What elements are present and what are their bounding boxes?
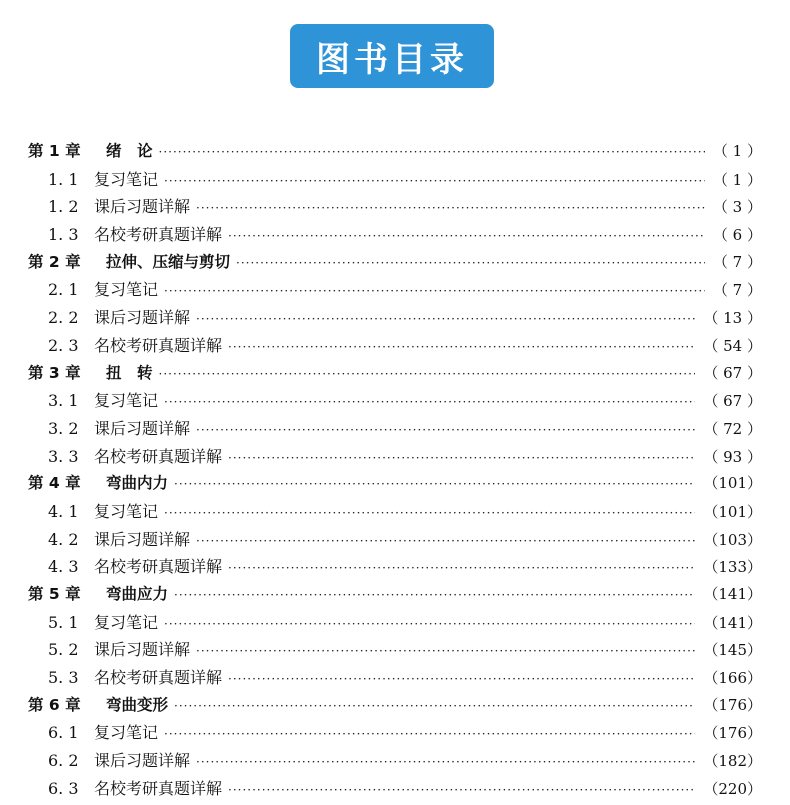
toc-section-row[interactable] (28, 443, 762, 471)
page-number: （ 6 ） (712, 226, 762, 245)
chapter-title: 扭 转 (106, 363, 153, 382)
page-number: （ 7 ） (712, 252, 762, 271)
toc-chapter-row[interactable] (28, 249, 762, 277)
toc-section-row[interactable] (28, 609, 762, 637)
page-number: （ 93 ） (703, 447, 762, 466)
toc-chapter-row[interactable] (28, 138, 762, 166)
section-number: 4. 1 (48, 501, 79, 521)
section-title: 名校考研真题详解 (94, 557, 223, 577)
dot-leader (196, 195, 705, 223)
dot-leader (196, 749, 695, 777)
toc-section-row[interactable] (28, 332, 762, 360)
toc-section-row[interactable] (28, 498, 762, 526)
dot-leader (174, 693, 695, 721)
chapter-number: 第 4 章 (28, 474, 81, 493)
dot-leader (159, 139, 705, 167)
page-number: （ 3 ） (712, 198, 762, 217)
page-number: （220） (703, 779, 762, 798)
dot-leader (228, 555, 695, 583)
page-number: （ 67 ） (703, 363, 762, 382)
section-title: 复习笔记 (94, 612, 159, 632)
chapter-title: 绪 论 (106, 142, 153, 160)
page-number: （176） (703, 695, 762, 714)
dot-leader (236, 250, 705, 278)
chapter-number: 第 6 章 (28, 695, 81, 714)
toc-section-row[interactable] (28, 304, 762, 332)
toc-section-row[interactable] (28, 526, 762, 554)
toc-section-row[interactable] (28, 193, 762, 221)
chapter-number: 第 5 章 (28, 585, 81, 603)
chapter-number: 第 3 章 (28, 363, 81, 382)
section-number: 6. 2 (48, 751, 79, 771)
dot-leader (228, 223, 705, 251)
toc-section-row[interactable] (28, 387, 762, 415)
page-number: （182） (703, 752, 762, 771)
section-number: 3. 1 (48, 391, 79, 411)
section-title: 课后习题详解 (94, 418, 191, 438)
toc-section-row[interactable] (28, 221, 762, 249)
section-title: 复习笔记 (94, 280, 159, 300)
section-title: 名校考研真题详解 (94, 778, 223, 798)
toc-chapter-row[interactable] (28, 581, 762, 609)
section-number: 4. 2 (48, 529, 79, 549)
dot-leader (164, 500, 695, 528)
section-number: 4. 3 (48, 557, 79, 577)
section-number: 2. 1 (48, 280, 79, 300)
dot-leader (164, 168, 705, 196)
table-of-contents (28, 138, 762, 803)
section-number: 1. 1 (48, 169, 79, 189)
page-number: （145） (703, 641, 762, 660)
page-number: （ 54 ） (703, 336, 762, 355)
toc-section-row[interactable] (28, 664, 762, 692)
section-title: 复习笔记 (94, 169, 159, 189)
page-number: （141） (703, 613, 762, 632)
section-number: 6. 3 (48, 778, 79, 798)
page-number: （101） (703, 474, 762, 493)
page-title: 图书目录 (316, 39, 468, 80)
dot-leader (164, 389, 695, 417)
dot-leader (164, 278, 705, 306)
page-number: （ 67 ） (703, 392, 762, 411)
toc-chapter-row[interactable] (28, 692, 762, 720)
toc-section-row[interactable] (28, 747, 762, 775)
page-number: （141） (703, 585, 762, 603)
section-number: 2. 3 (48, 335, 79, 355)
toc-section-row[interactable] (28, 276, 762, 304)
page-number: （103） (703, 530, 762, 549)
toc-section-row[interactable] (28, 636, 762, 664)
section-number: 1. 2 (48, 197, 79, 217)
page-number: （166） (703, 669, 762, 688)
section-title: 复习笔记 (94, 501, 159, 521)
section-number: 5. 3 (48, 668, 79, 688)
toc-chapter-row[interactable] (28, 360, 762, 388)
toc-section-row[interactable] (28, 166, 762, 194)
page-number: （ 13 ） (703, 309, 762, 328)
page-number: （ 72 ） (703, 419, 762, 438)
section-number: 5. 1 (48, 612, 79, 632)
section-title: 复习笔记 (94, 391, 159, 411)
page-number: （ 1 ） (712, 142, 762, 160)
dot-leader (196, 306, 695, 334)
dot-leader (196, 638, 695, 666)
page-number: （ 1 ） (712, 170, 762, 189)
toc-section-row[interactable] (28, 415, 762, 443)
dot-leader (196, 528, 695, 556)
section-title: 名校考研真题详解 (94, 225, 223, 245)
section-title: 名校考研真题详解 (94, 668, 223, 688)
page-number: （176） (703, 724, 762, 743)
toc-section-row[interactable] (28, 775, 762, 803)
section-title: 课后习题详解 (94, 308, 191, 328)
section-title: 名校考研真题详解 (94, 335, 223, 355)
dot-leader (174, 582, 695, 610)
toc-chapter-row[interactable] (28, 470, 762, 498)
page-number: （ 7 ） (712, 281, 762, 300)
dot-leader (228, 777, 695, 805)
section-number: 3. 2 (48, 418, 79, 438)
section-number: 5. 2 (48, 640, 79, 660)
dot-leader (228, 666, 695, 694)
chapter-number: 第 1 章 (28, 142, 81, 160)
section-number: 2. 2 (48, 308, 79, 328)
chapter-title: 弯曲变形 (106, 695, 169, 714)
dot-leader (228, 334, 695, 362)
toc-section-row[interactable] (28, 719, 762, 747)
section-title: 复习笔记 (94, 723, 159, 743)
section-title: 名校考研真题详解 (94, 446, 223, 466)
section-title: 课后习题详解 (94, 529, 191, 549)
dot-leader (228, 445, 695, 473)
chapter-title: 拉伸、压缩与剪切 (106, 252, 231, 271)
page-number: （133） (703, 558, 762, 577)
section-title: 课后习题详解 (94, 197, 191, 217)
chapter-title: 弯曲应力 (106, 585, 169, 603)
toc-section-row[interactable] (28, 553, 762, 581)
dot-leader (159, 361, 696, 389)
section-title: 课后习题详解 (94, 640, 191, 660)
chapter-title: 弯曲内力 (106, 474, 169, 493)
dot-leader (174, 471, 695, 499)
page-number: （101） (703, 502, 762, 521)
dot-leader (164, 611, 695, 639)
section-number: 3. 3 (48, 446, 79, 466)
toc-header-badge (290, 24, 494, 88)
dot-leader (196, 417, 695, 445)
section-number: 6. 1 (48, 723, 79, 743)
chapter-number: 第 2 章 (28, 252, 81, 271)
dot-leader (164, 721, 695, 749)
section-number: 1. 3 (48, 225, 79, 245)
section-title: 课后习题详解 (94, 751, 191, 771)
